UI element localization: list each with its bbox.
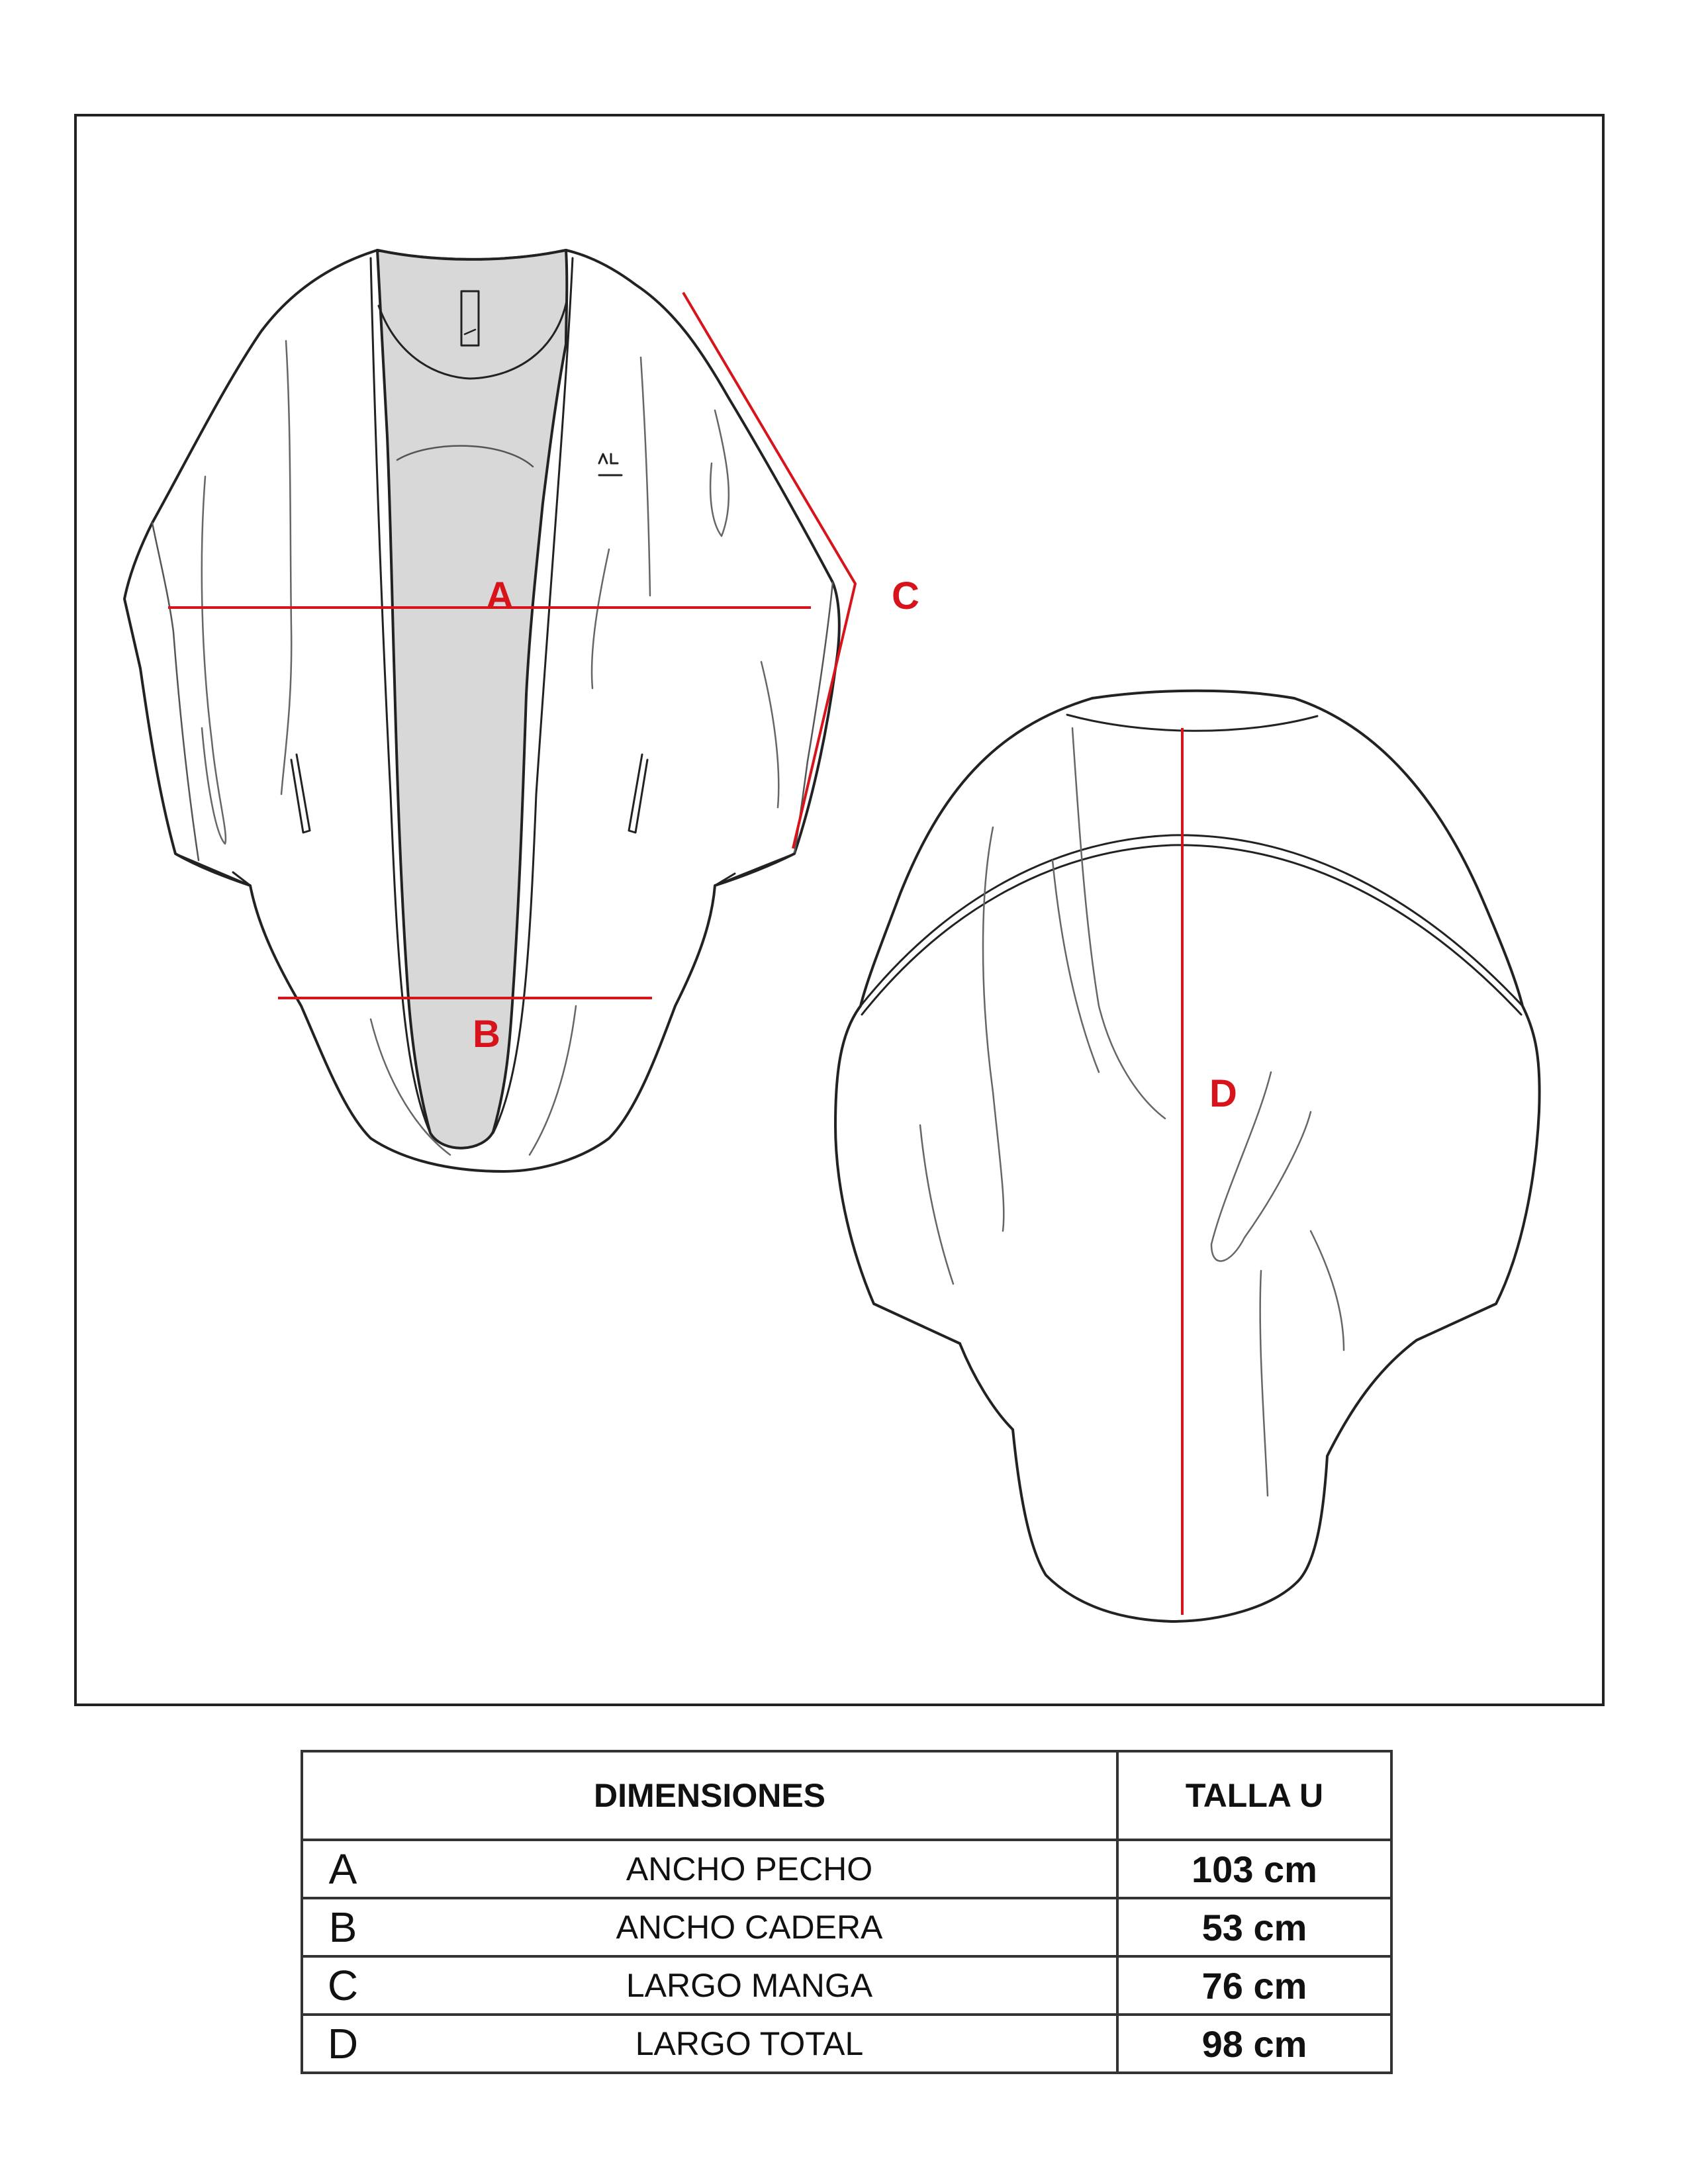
row-name: LARGO TOTAL (383, 2015, 1117, 2073)
logo-mark (599, 454, 622, 475)
back-view (835, 691, 1540, 1621)
row-code: C (302, 1956, 383, 2015)
row-value: 98 cm (1117, 2015, 1391, 2073)
measure-label-c: C (892, 574, 919, 617)
row-value: 53 cm (1117, 1898, 1391, 1956)
measure-label-b: B (473, 1013, 500, 1056)
table-header-row (302, 1751, 1391, 1840)
row-code: B (302, 1898, 383, 1956)
measure-label-a: A (486, 574, 514, 617)
dimensions-table (301, 1750, 1393, 2074)
table-row (302, 1898, 1391, 1956)
row-name: ANCHO CADERA (383, 1898, 1117, 1956)
row-value: 76 cm (1117, 1956, 1391, 2015)
row-code: A (302, 1840, 383, 1898)
row-code: D (302, 2015, 383, 2073)
table-row (302, 1956, 1391, 2015)
header-size: TALLA U (1117, 1751, 1391, 1840)
measurement-lines (168, 293, 1182, 1615)
measure-line-c (683, 293, 855, 848)
row-value: 103 cm (1117, 1840, 1391, 1898)
measure-label-d: D (1209, 1072, 1237, 1115)
row-name: LARGO MANGA (383, 1956, 1117, 2015)
header-dimensions: DIMENSIONES (302, 1751, 1117, 1840)
table-row (302, 1840, 1391, 1898)
row-name: ANCHO PECHO (383, 1840, 1117, 1898)
back-outline (835, 698, 1540, 1621)
table-row (302, 2015, 1391, 2073)
